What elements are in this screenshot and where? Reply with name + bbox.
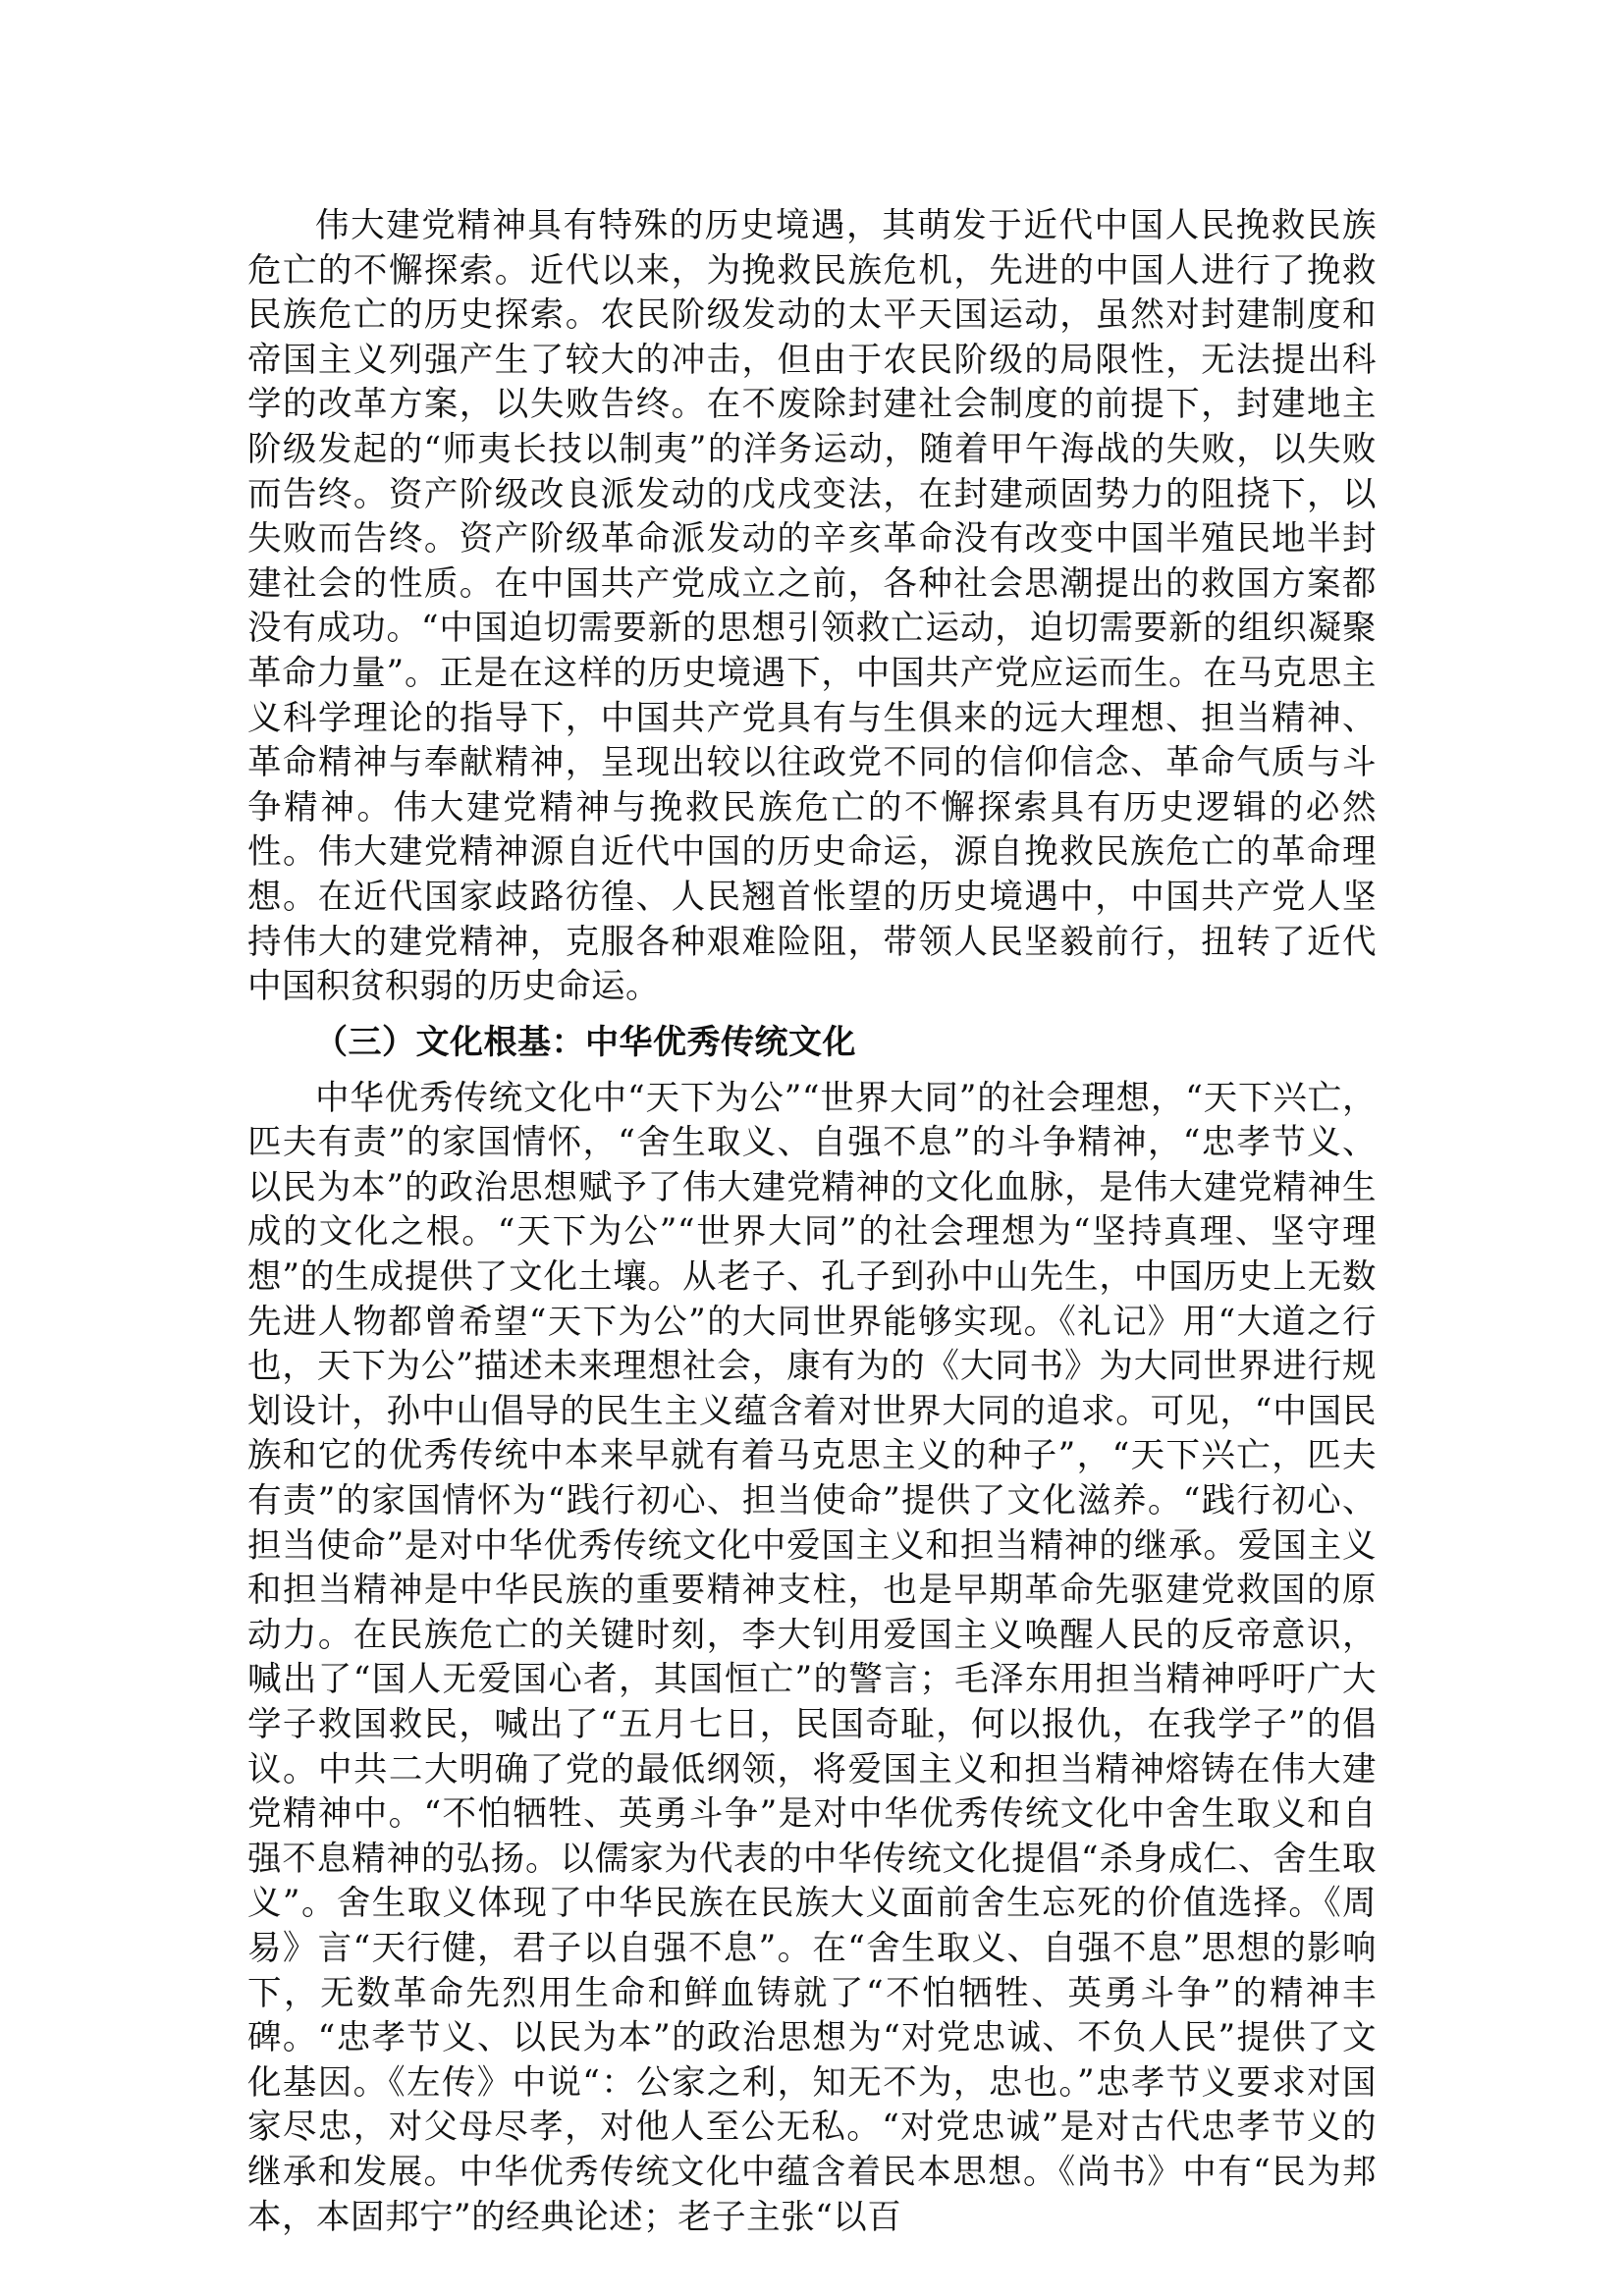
section-heading: （三）文化根基：中华优秀传统文化 xyxy=(314,1022,856,1062)
document-body xyxy=(247,204,1377,2240)
paragraph-cultural-roots: 中华优秀传统文化中“天下为公”“世界大同”的社会理想，“天下兴亡，匹夫有责”的家国情怀，“舍生取义、自强不息”的斗争精神，“忠孝节义、以民为本”的政治思想赋予了伟大建党精神的文化血脉，是伟大建党精神生成的文化之根。“天下为公”“世界大同”的社会理想为“坚持真理、坚守理想”的生成提供了文化土壤。从老子、孔子到孙中山先生，中国历史上无数先进人物都曾希望“天下为公”的大同世界能够实现。《礼记》用“大道之行也，天下为公”描述未来理想社会，康有为的《大同书》为大同世界进行规划设计，孙中山倡导的民生主义蕴含着对世界大同的追求。可见，“中国民族和它的优秀传统中本来早就有着马克思主义的种子”，“天下兴亡，匹夫有责”的家国情怀为“践行初心、担当使命”提供了文化滋养。“践行初心、担当使命”是对中华优秀传统文化中爱国主义和担当精神的继承。爱国主义和担当精神是中华民族的重要精神支柱，也是早期革命先驱建党救国的原动力。在民族危亡的关键时刻，李大钊用爱国主义唤醒人民的反帝意识，喊出了“国人无爱国心者，其国恒亡”的警言；毛泽东用担当精神呼吁广大学子救国救民，喊出了“五月七日，民国奇耻，何以报仇，在我学子”的倡议。中共二大明确了党的最低纲领，将爱国主义和担当精神熔铸在伟大建党精神中。“不怕牺牲、英勇斗争”是对中华优秀传统文化中舍生取义和自强不息精神的弘扬。以儒家为代表的中华传统文化提倡“杀身成仁、舍生取义”。舍生取义体现了中华民族在民族大义面前舍生忘死的价值选择。《周易》言“天行健，君子以自强不息”。在“舍生取义、自强不息”思想的影响下，无数革命先烈用生命和鲜血铸就了“不怕牺牲、英勇斗争”的精神丰碑。“忠孝节义、以民为本”的政治思想为“对党忠诚、不负人民”提供了文化基因。《左传》中说“：公家之利，知无不为，忠也。”忠孝节义要求对国家尽忠，对父母尽孝，对他人至公无私。“对党忠诚”是对古代忠孝节义的继承和发展。中华优秀传统文化中蕴含着民本思想。《尚书》中有“民为邦本，本固邦宁”的经典论述；老子主张“以百 xyxy=(247,1078,1377,2237)
paragraph-historical-context: 伟大建党精神具有特殊的历史境遇，其萌发于近代中国人民挽救民族危亡的不懈探索。近代以来，为挽救民族危机，先进的中国人进行了挽救民族危亡的历史探索。农民阶级发动的太平天国运动，虽然对封建制度和帝国主义列强产生了较大的冲击，但由于农民阶级的局限性，无法提出科学的改革方案，以失败告终。在不废除封建社会制度的前提下，封建地主阶级发起的“师夷长技以制夷”的洋务运动，随着甲午海战的失败，以失败而告终。资产阶级改良派发动的戊戌变法，在封建顽固势力的阻挠下，以失败而告终。资产阶级革命派发动的辛亥革命没有改变中国半殖民地半封建社会的性质。在中国共产党成立之前，各种社会思潮提出的救国方案都没有成功。“中国迫切需要新的思想引领救亡运动，迫切需要新的组织凝聚革命力量”。正是在这样的历史境遇下，中国共产党应运而生。在马克思主义科学理论的指导下，中国共产党具有与生俱来的远大理想、担当精神、革命精神与奉献精神，呈现出较以往政党不同的信仰信念、革命气质与斗争精神。伟大建党精神与挽救民族危亡的不懈探索具有历史逻辑的必然性。伟大建党精神源自近代中国的历史命运，源自挽救民族危亡的革命理想。在近代国家歧路彷徨、人民翘首怅望的历史境遇中，中国共产党人坚持伟大的建党精神，克服各种艰难险阻，带领人民坚毅前行，扭转了近代中国积贫积弱的历史命运。 xyxy=(247,206,1377,1007)
